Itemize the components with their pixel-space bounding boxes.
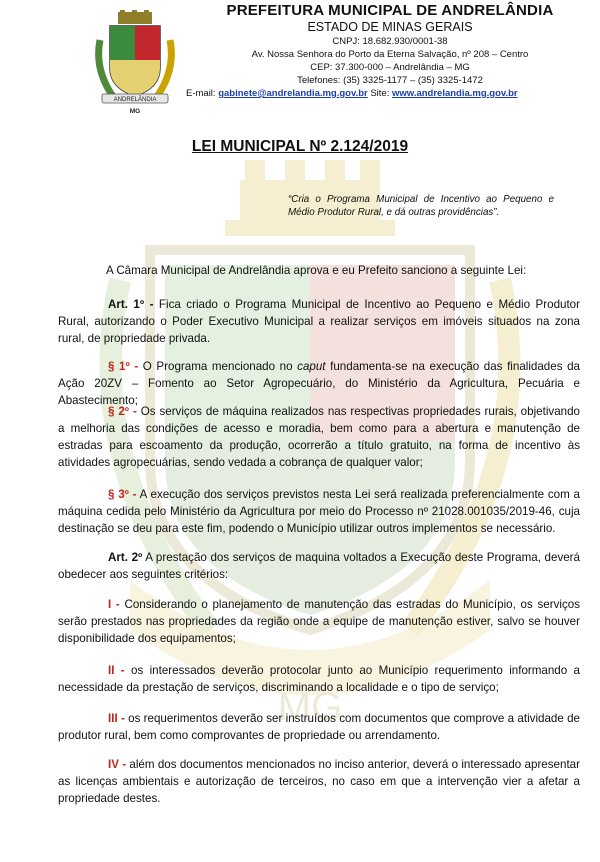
letterhead-contacts [186, 87, 600, 100]
letterhead-cep: CEP: 37.300-000 – Andrelândia – MG [310, 62, 470, 73]
intro-text: A Câmara Municipal de Andrelândia aprova e eu Prefeito sanciono a seguinte Lei: [106, 264, 527, 277]
letterhead-address: Av. Nossa Senhora do Porto da Eterna Salvação, nº 208 – Centro [251, 49, 529, 60]
email-label: E-mail: [186, 88, 219, 99]
letterhead-state: ESTADO DE MINAS GERAIS [307, 20, 473, 34]
paragraph-3 [58, 486, 580, 537]
letterhead-cnpj: CNPJ: 18.682.930/0001-38 [332, 36, 448, 47]
paragraph-1-label: § 1º - [108, 360, 139, 373]
article-1 [58, 296, 580, 347]
article-1-text: Fica criado o Programa Municipal de Incentivo ao Pequeno e Médio Produtor Rural, autorizando o Poder Executivo Municipal a realizar serviços em imóveis situados na zona rural, de propriedade privada. [58, 298, 580, 345]
item-ii [58, 662, 580, 696]
letterhead-title: PREFEITURA MUNICIPAL DE ANDRELÂNDIA [226, 2, 554, 19]
item-ii-text: os interessados deverão protocolar junto ao Município requerimento informando a necessidade da prestação de serviços, discriminando a localidade e o tipo de serviço; [58, 664, 580, 694]
article-2-label: Art. 2º [108, 551, 143, 564]
crest-label: ANDRELÂNDIA [113, 97, 157, 103]
article-1-label: Art. 1º - [108, 298, 154, 311]
paragraph-2-text: Os serviços de máquina realizados nas respectivas propriedades rurais, objetivando a melhoria das condições de acesso e moradia, bem como para a abertura e manutenção de estradas para escoamento da produção, ocorrerão a título gratuito, na forma de incentivo às atividades agropecuárias, sendo vedada a cobrança de qualquer valor; [58, 405, 580, 469]
coat-of-arms-logo [92, 10, 178, 116]
paragraph-3-text: A execução dos serviços previstos nesta Lei será realizada preferencialmente com a máquina cedida pelo Ministério da Agricultura por meio do Processo nº 21028.001035/2019-46, cuja destinação se deu para este fim, podendo o Município utilizar outros implementos se necessário. [58, 488, 580, 535]
paragraph-2-label: § 2º - [108, 405, 137, 418]
letterhead-phones: Telefones: (35) 3325-1177 – (35) 3325-1472 [297, 75, 483, 86]
paragraph-1-caput: caput [297, 360, 326, 373]
crest-state: MG [129, 108, 141, 115]
law-summary: “Cria o Programa Municipal de Incentivo ao Pequeno e Médio Produtor Rural, e dá outras providências”. [288, 194, 554, 218]
item-iii [58, 710, 580, 744]
paragraph-2 [58, 403, 580, 471]
item-iv-text: além dos documentos mencionados no inciso anterior, deverá o interessado apresentar as licenças ambientais e autorização de terceiros, no caso em que a intervenção vier a afetar a propriedade destes. [58, 758, 580, 805]
item-i-label: I - [108, 598, 120, 611]
item-iv [58, 756, 580, 807]
item-i-text: Considerando o planejamento de manutenção das estradas do Município, os serviços serão prestados nas propriedades da região onde a equipe de manutenção estiver, salvo se houver disponibilidade dos equipamentos; [58, 598, 580, 645]
article-2 [58, 549, 580, 583]
item-i [58, 596, 580, 647]
intro-paragraph [58, 262, 580, 279]
item-iv-label: IV - [108, 758, 127, 771]
law-title: LEI MUNICIPAL Nº 2.124/2019 [191, 138, 409, 155]
paragraph-1 [58, 358, 580, 409]
item-iii-text: os requerimentos deverão ser instruídos com documentos que comprove a atividade de produtor rural, bem como comprovantes de propriedade ou arrendamento. [58, 712, 581, 742]
letterhead [180, 2, 600, 100]
paragraph-1-text-b: fundamenta-se na execução das finalidades da Ação 20ZV – Fomento ao Setor Agropecuário, do Ministério da Agricultura, Pecuária e Abastecimento; [58, 360, 580, 407]
site-label: Site: [367, 88, 392, 99]
item-ii-label: II - [108, 664, 125, 677]
svg-text:MG: MG [277, 685, 343, 729]
paragraph-1-text-a: O Programa mencionado no [138, 360, 298, 373]
site-link[interactable]: www.andrelandia.mg.gov.br [392, 88, 518, 99]
paragraph-3-label: § 3º - [108, 488, 137, 501]
email-link[interactable]: gabinete@andrelandia.mg.gov.br [218, 88, 368, 99]
article-2-text: A prestação dos serviços de maquina voltados a Execução deste Programa, deverá obedecer aos seguintes critérios: [58, 551, 580, 581]
item-iii-label: III - [108, 712, 125, 725]
